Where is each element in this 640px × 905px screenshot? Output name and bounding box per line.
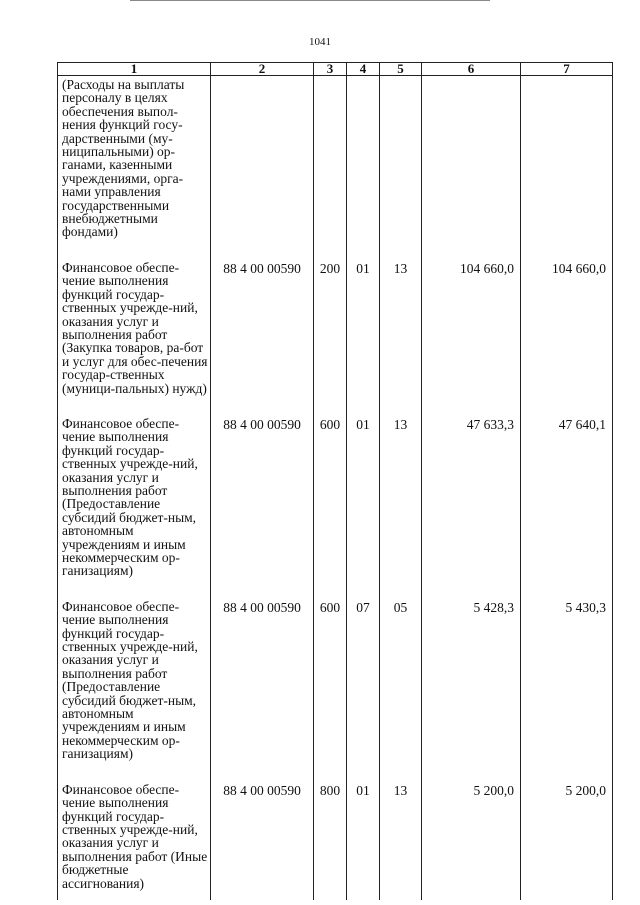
row-sum-1: 47 633,3 xyxy=(422,417,521,578)
row-pr: 13 xyxy=(380,417,422,578)
table-row xyxy=(58,76,613,239)
row-spacer xyxy=(58,578,613,600)
header-col-3: 3 xyxy=(314,63,347,76)
row-rz: 01 xyxy=(347,783,380,890)
row-vr: 800 xyxy=(314,783,347,890)
row-pr: 05 xyxy=(380,600,422,761)
page-number: 1041 xyxy=(309,36,331,48)
row-sum-2: 5 200,0 xyxy=(521,783,613,890)
header-row xyxy=(58,63,613,76)
row-description: Финансовое обеспе-чение выполнения функций государ-ственных учрежде-ний, оказания услуг и выполнения работ (Иные бюджетные ассигнования) xyxy=(58,783,211,890)
table-row xyxy=(58,600,613,761)
row-vr: 600 xyxy=(314,417,347,578)
row-vr xyxy=(314,76,347,239)
row-code: 88 4 00 00590 xyxy=(211,261,314,395)
header-col-6: 6 xyxy=(422,63,521,76)
row-spacer xyxy=(58,395,613,417)
row-pr xyxy=(380,76,422,239)
scan-edge-line xyxy=(130,0,490,7)
row-spacer xyxy=(58,239,613,261)
row-pr: 13 xyxy=(380,261,422,395)
table-row xyxy=(58,417,613,578)
row-sum-1: 104 660,0 xyxy=(422,261,521,395)
table-row xyxy=(58,783,613,890)
budget-table xyxy=(57,62,613,900)
row-code xyxy=(211,76,314,239)
row-pr: 13 xyxy=(380,783,422,890)
header-col-5: 5 xyxy=(380,63,422,76)
row-sum-1 xyxy=(422,76,521,239)
table-row xyxy=(58,261,613,395)
row-code: 88 4 00 00590 xyxy=(211,417,314,578)
row-code: 88 4 00 00590 xyxy=(211,783,314,890)
row-code: 88 4 00 00590 xyxy=(211,600,314,761)
row-sum-2: 5 430,3 xyxy=(521,600,613,761)
row-rz xyxy=(347,76,380,239)
row-description: Финансовое обеспе-чение выполнения функций государ-ственных учрежде-ний, оказания услуг и выполнения работ (Предоставление субсидий бюджет-ным, автономным учреждениям и иным некоммерческим ор-ганизациям) xyxy=(58,600,211,761)
row-description: Финансовое обеспе-чение выполнения функций государ-ственных учрежде-ний, оказания услуг и выполнения работ (Предоставление субсидий бюджет-ным, автономным учреждениям и иным некоммерческим ор-ганизациям) xyxy=(58,417,211,578)
row-sum-1: 5 428,3 xyxy=(422,600,521,761)
row-rz: 01 xyxy=(347,417,380,578)
header-col-4: 4 xyxy=(347,63,380,76)
row-sum-2: 104 660,0 xyxy=(521,261,613,395)
row-rz: 01 xyxy=(347,261,380,395)
budget-table-container xyxy=(57,62,612,900)
header-col-1: 1 xyxy=(58,63,211,76)
row-sum-2: 47 640,1 xyxy=(521,417,613,578)
row-vr: 200 xyxy=(314,261,347,395)
row-description: (Расходы на выплаты персоналу в целях обеспечения выпол-нения функций госу-дарственными (му-ниципальными) ор-ганами, казенными учреждениями, орга-нами управления государственными внебюджетными фондами) xyxy=(58,76,211,239)
row-sum-1: 5 200,0 xyxy=(422,783,521,890)
row-vr: 600 xyxy=(314,600,347,761)
row-spacer xyxy=(58,890,613,900)
row-rz: 07 xyxy=(347,600,380,761)
header-col-7: 7 xyxy=(521,63,613,76)
header-col-2: 2 xyxy=(211,63,314,76)
row-description: Финансовое обеспе-чение выполнения функций государ-ственных учрежде-ний, оказания услуг и выполнения работ (Закупка товаров, ра-бот и услуг для обес-печения государ-ственных (муници-пальных) нужд) xyxy=(58,261,211,395)
row-sum-2 xyxy=(521,76,613,239)
row-spacer xyxy=(58,761,613,783)
